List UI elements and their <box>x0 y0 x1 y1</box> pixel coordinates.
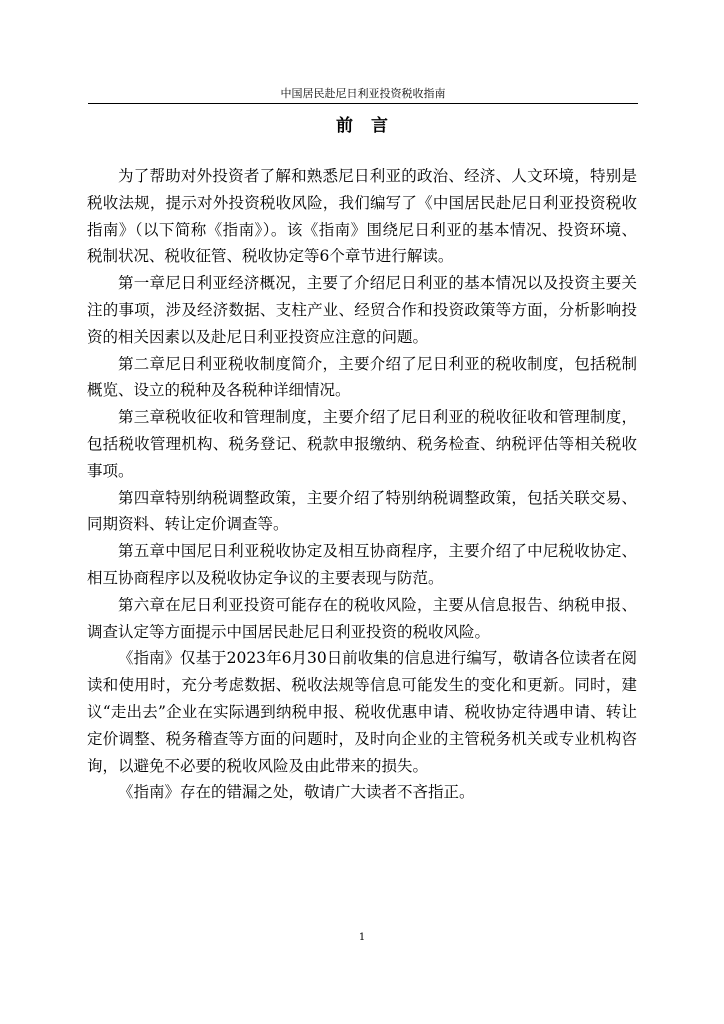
paragraph-disclaimer: 《指南》仅基于2023年6月30日前收集的信息进行编写，敬请各位读者在阅读和使用时，充分考虑数据、税收法规等信息可能发生的变化和更新。同时，建议“走出去”企业在实际遇到纳税申报、税收优惠申请、税收协定待遇申请、转让定价调整、税务稽查等方面的问题时，及时向企业的主管税务机关或专业机构咨询，以避免不必要的税收风险及由此带来的损失。 <box>87 649 637 775</box>
paragraph-chapter-1: 第一章尼日利亚经济概况，主要了介绍尼日利亚的基本情况以及投资主要关注的事项，涉及经济数据、支柱产业、经贸合作和投资政策等方面，分析影响投资的相关因素以及赴尼日利亚投资应注意的问题。 <box>87 274 637 346</box>
paragraph-closing: 《指南》存在的错漏之处，敬请广大读者不吝指正。 <box>118 783 475 802</box>
paragraph-chapter-2: 第二章尼日利亚税收制度简介，主要介绍了尼日利亚的税收制度，包括税制概览、设立的税种及各税种详细情况。 <box>87 354 637 400</box>
header-title: 中国居民赴尼日利亚投资税收指南 <box>280 87 446 100</box>
paragraph-chapter-4: 第四章特别纳税调整政策，主要介绍了特别纳税调整政策，包括关联交易、同期资料、转让定价调查等。 <box>87 488 637 534</box>
page-number: 1 <box>358 932 366 943</box>
paragraph-intro: 为了帮助对外投资者了解和熟悉尼日利亚的政治、经济、人文环境，特别是税收法规，提示对外投资税收风险，我们编写了《中国居民赴尼日利亚投资税收指南》（以下简称《指南》）。该《指南》围绕尼日利亚的基本情况、投资环境、税制状况、税收征管、税收协定等6个章节进行解读。 <box>87 167 637 266</box>
paragraph-chapter-5: 第五章中国尼日利亚税收协定及相互协商程序，主要介绍了中尼税收协定、相互协商程序以及税收协定争议的主要表现与防范。 <box>87 542 637 587</box>
page-header <box>88 86 638 104</box>
page-title: 前言 <box>336 116 406 136</box>
body-text <box>87 163 637 806</box>
paragraph-chapter-3: 第三章税收征收和管理制度，主要介绍了尼日利亚的税收征收和管理制度，包括税收管理机构、税务登记、税款申报缴纳、税务检查、纳税评估等相关税收事项。 <box>87 408 637 480</box>
paragraph-chapter-6: 第六章在尼日利亚投资可能存在的税收风险，主要从信息报告、纳税申报、调查认定等方面提示中国居民赴尼日利亚投资的税收风险。 <box>87 595 637 641</box>
